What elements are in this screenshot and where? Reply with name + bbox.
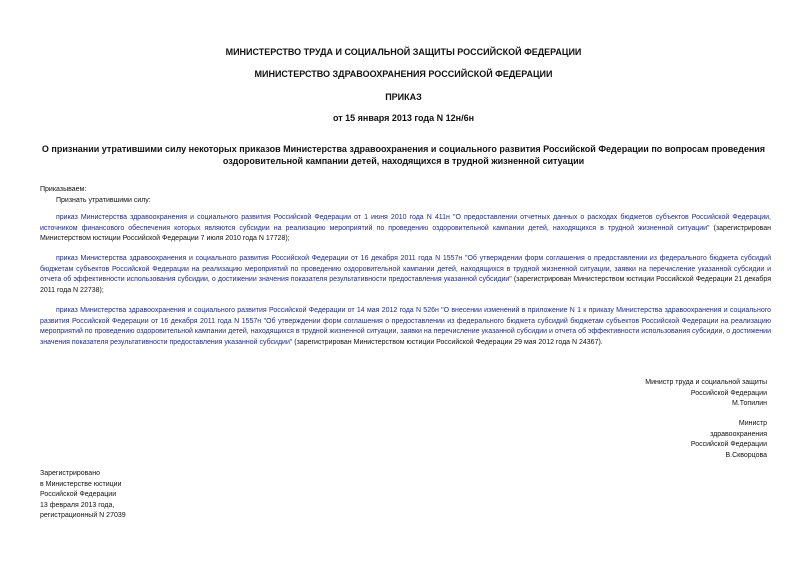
- registration-note: (зарегистрирован Министерством юстиции Российской Федерации 7 июля 2010 года N 17728);: [40, 224, 771, 242]
- registration-note: (зарегистрирован Министерством юстиции Российской Федерации 29 мая 2012 года N 24367).: [292, 338, 603, 346]
- recognize-intro: Признать утратившими силу:: [56, 197, 151, 204]
- signature-title: Министр труда и социальной защиты: [645, 379, 767, 386]
- ministry-labor-heading: МИНИСТЕРСТВО ТРУДА И СОЦИАЛЬНОЙ ЗАЩИТЫ РОССИЙСКОЙ ФЕДЕРАЦИИ: [225, 47, 582, 57]
- signature-title: Министр: [738, 420, 767, 427]
- registration-line: в Министерстве юстиции: [40, 480, 122, 488]
- repealed-order-item: [40, 254, 771, 296]
- registration-block: [40, 469, 126, 522]
- registration-date: 13 февраля 2013 года,: [40, 501, 115, 509]
- registration-note: (зарегистрирован Министерством юстиции Российской Федерации 21 декабря 2011 года N 22738);: [40, 276, 771, 294]
- signature-country: Российской Федерации: [690, 389, 767, 397]
- registration-number: регистрационный N 27039: [40, 512, 126, 519]
- repealed-order-item: [40, 213, 771, 245]
- document-type: ПРИКАЗ: [385, 92, 422, 102]
- document-title: О признании утратившими силу некоторых приказов Министерства здравоохранения и социального развития Российской Федерации по вопросам проведения оздоровительной кампании детей, находящихся в трудной жизненной ситуации: [41, 144, 766, 166]
- signature-health-minister: [691, 419, 767, 461]
- registration-line: Зарегистрировано: [40, 470, 100, 477]
- signature-name: М.Топилин: [732, 400, 767, 407]
- signature-name: В.Скворцова: [725, 451, 767, 459]
- order-link-526n[interactable]: приказ Министерства здравоохранения и социального развития Российской Федерации от 14 мая 2012 года N 526н "О внесении изменений в приложение N 1 к приказу Министерства здравоохранения и социального развития Российской Федерации от 16 декабря 2011 года N 1557н "Об утверждении форм соглашения о предоставлении из федерального бюджета субсидий бюджетам субъектов Российской Федерации на реализацию мероприятий по проведению оздоровительной кампании детей, находящихся в трудной жизненной ситуации, заявки на перечисление указанной субсидии и отчета об эффективности использования субсидии, о достижении значения показателя результативности предоставления указанной субсидии": [40, 307, 771, 346]
- signature-ministry: здравоохранения: [710, 430, 767, 438]
- order-link-1557n[interactable]: приказ Министерства здравоохранения и социального развития Российской Федерации от 16 декабря 2011 года N 1557н "Об утверждении форм соглашения о предоставлении из федерального бюджета субсидий бюджетам субъектов Российской Федерации на реализацию мероприятий по проведению оздоровительной кампании детей, находящихся в трудной жизненной ситуации, заявки на перечисление указанной субсидии и отчета об эффективности использования субсидии, о достижении значения показателя результативности предоставления указанной субсидии": [40, 255, 771, 283]
- order-link-411n[interactable]: приказ Министерства здравоохранения и социального развития Российской Федерации от 1 июня 2010 года N 411н "О предоставлении отчетных данных о расходах бюджетов субъектов Российской Федерации, источником финансового обеспечения которых являются субсидии на реализацию мероприятий по проведению оздоровительной кампании детей, находящихся в трудной жизненной ситуации": [40, 214, 771, 232]
- document-date-number: от 15 января 2013 года N 12н/6н: [332, 113, 475, 123]
- signature-country: Российской Федерации: [690, 441, 767, 448]
- order-intro: Приказываем:: [40, 186, 87, 193]
- signature-labor-minister: [645, 378, 767, 410]
- registration-line: Российской Федерации: [40, 491, 117, 498]
- ministry-health-heading: МИНИСТЕРСТВО ЗДРАВООХРАНЕНИЯ РОССИЙСКОЙ ФЕДЕРАЦИИ: [254, 69, 553, 79]
- repealed-order-item: [40, 306, 771, 348]
